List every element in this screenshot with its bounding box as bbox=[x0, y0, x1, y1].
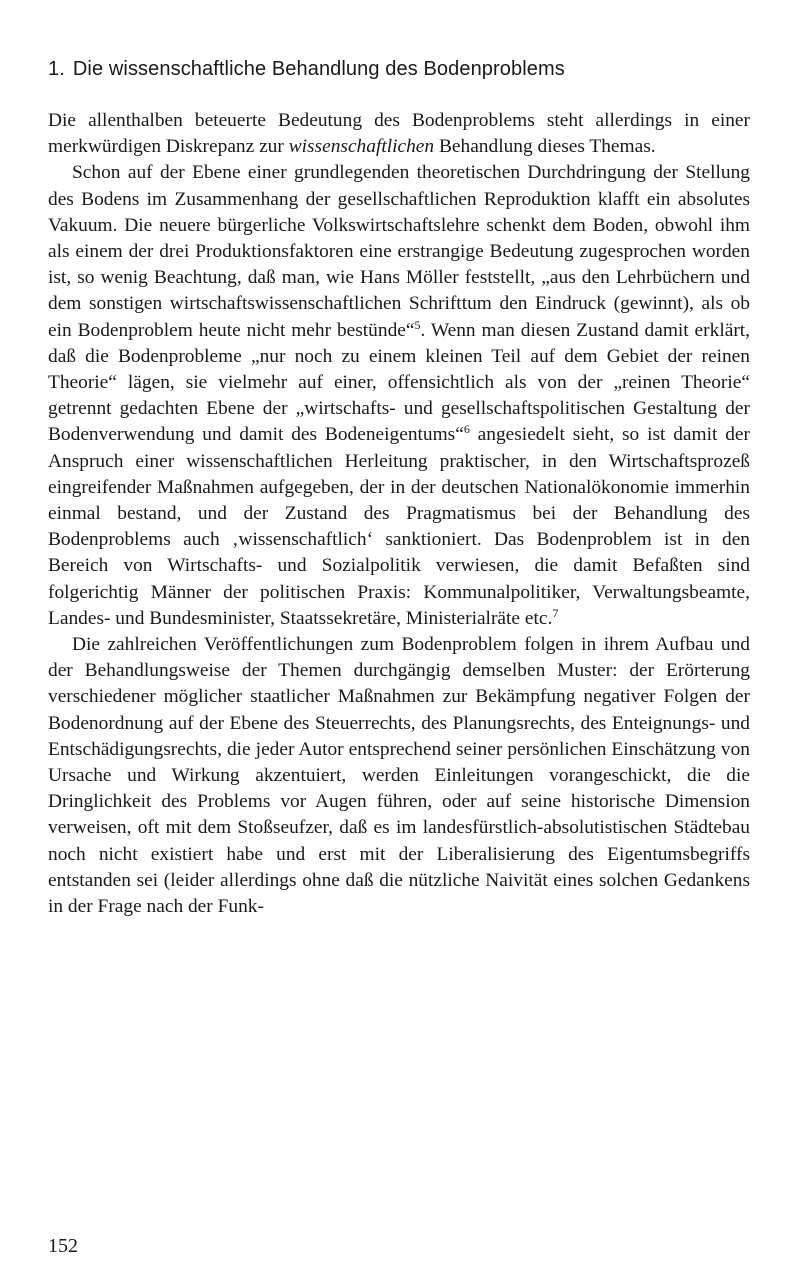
paragraph-2-text-c: angesiedelt sieht, so ist damit der Anspruch einer wissenschaftlichen Herleitung praktischer, in den Wirtschaftsprozeß eingreifender Maßnahmen aufgegeben, der in der deutschen Nationalökonomie immerhin einmal bestand, und der Zustand des Pragmatismus bei der Behandlung des Bodenproblems auch ‚wissenschaftlich‘ sanktioniert. Das Bodenproblem ist in den Bereich von Wirtschafts- und Sozialpolitik verwiesen, die damit Befaßten sind folgerichtig Männer der politischen Praxis: Kommunalpolitiker, Verwaltungsbeamte, Landes- und Bundesminister, Staatssekretäre, Ministerialräte etc. bbox=[48, 424, 750, 629]
paragraph-1-text-a: Die allenthalben beteuerte Bedeutung des Bodenproblems steht allerdings in einer merkwürdigen Diskrepanz zur bbox=[48, 110, 750, 158]
paragraph-2-text-a: Schon auf der Ebene einer grundlegenden theoretischen Durchdringung der Stellung des Bodens im Zusammenhang der gesellschaftlichen Reproduktion klafft ein absolutes Vakuum. Die neuere bürgerliche Volkswirtschaftslehre schenkt dem Boden, obwohl ihm als einem der drei Produktionsfaktoren eine erstrangige Bedeutung zugesprochen worden ist, so wenig Beachtung, daß man, wie Hans Möller feststellt, „aus den Lehrbüchern und dem sonstigen wirtschaftswissenschaftlichen Schrifttum den Eindruck (gewinnt), als ob ein Bodenproblem heute nicht mehr bestünde“ bbox=[48, 162, 750, 341]
emphasis-wissenschaftlichen: wissenschaftlichen bbox=[288, 136, 435, 158]
section-number: 1. bbox=[48, 58, 65, 80]
paragraph-1 bbox=[48, 108, 750, 160]
footnote-ref-7: 7 bbox=[552, 605, 559, 620]
section-title: Die wissenschaftliche Behandlung des Bodenproblems bbox=[72, 58, 565, 80]
section-heading bbox=[48, 56, 750, 82]
page-number: 152 bbox=[48, 1235, 78, 1257]
paragraph-3: Die zahlreichen Veröffentlichungen zum Bodenproblem folgen in ihrem Aufbau und der Behandlungsweise der Themen durchgängig demselben Muster: der Erörterung verschiedener möglicher staatlicher Maßnahmen zur Bekämpfung negativer Folgen der Bodenordnung auf der Ebene des Steuerrechts, des Planungsrechts, des Enteignungs- und Entschädigungsrechts, die jeder Autor entsprechend seiner persönlichen Einschätzung von Ursache und Wirkung akzentuiert, werden Einleitungen vorangeschickt, die die Dringlichkeit des Problems vor Augen führen, oder auf seine historische Dimension verweisen, oft mit dem Stoßseufzer, daß es im landesfürstlich-absolutistischen Städtebau noch nicht existiert habe und erst mit der Liberalisierung des Eigentumsbegriffs entstanden sei (leider allerdings ohne daß die nützliche Naivität eines solchen Gedankens in der Frage nach der Funk- bbox=[48, 634, 750, 918]
footnote-ref-5: 5 bbox=[414, 317, 421, 332]
book-page bbox=[48, 56, 750, 1236]
paragraph-2 bbox=[48, 160, 750, 632]
footnote-ref-6: 6 bbox=[463, 422, 470, 437]
paragraph-1-text-b: Behandlung dieses Themas. bbox=[434, 136, 656, 158]
body-text bbox=[48, 108, 750, 920]
paragraph-2-text-b: . Wenn man diesen Zustand damit erklärt, daß die Bodenprobleme „nur noch zu einem kleinen Teil auf dem Gebiet der reinen Theorie“ lägen, sie vielmehr auf einer, offensichtlich als von der „reinen Theorie“ getrennt gedachten Ebene der „wirtschafts- und gesellschaftspolitischen Gestaltung der Bodenverwendung und damit des Bodeneigentums“ bbox=[48, 319, 751, 446]
